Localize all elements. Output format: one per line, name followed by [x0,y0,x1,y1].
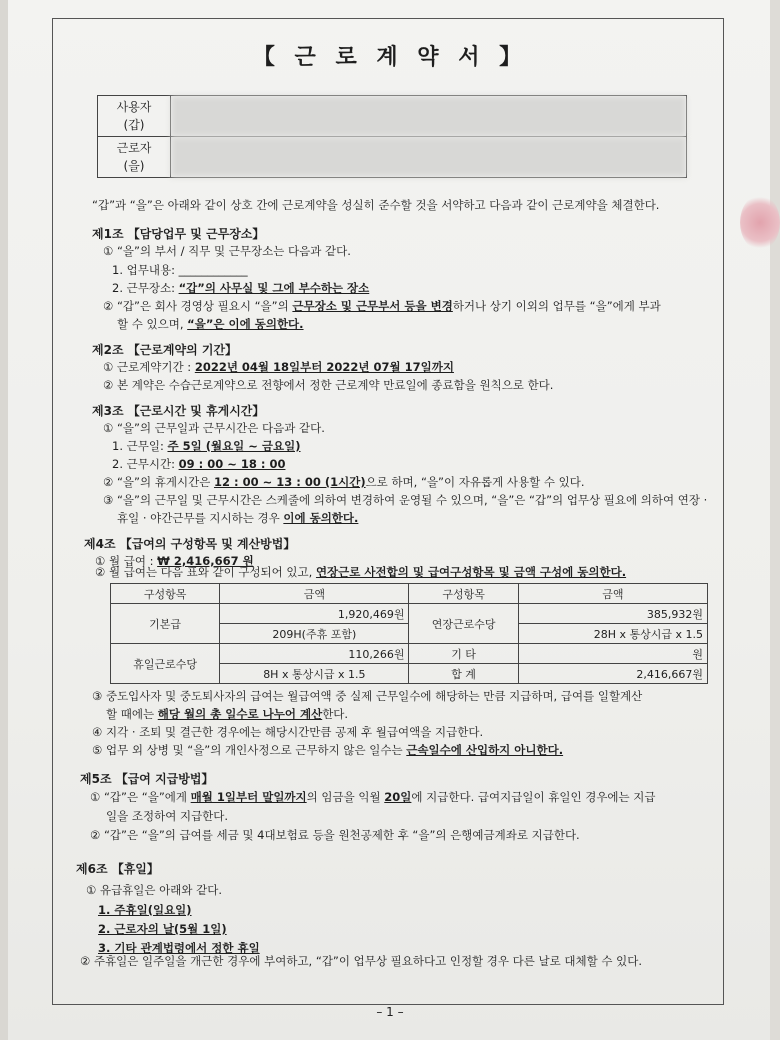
article-6-line-1: ① 유급휴일은 아래와 같다. [86,883,223,897]
work-hours: 09 : 00 ~ 18 : 00 [178,457,286,471]
article-4-line-4c: 한다. [322,707,349,721]
article-3-line-5: ③ “을”의 근무일 및 근무시간은 스케줄에 의하여 변경하여 운영될 수 있으며, “을”은 “갑”의 업무상 필요에 의하여 연장 · [103,493,708,507]
employee-label [98,137,171,178]
article-3-heading: 제3조 【근로시간 및 휴게시간】 [92,404,265,418]
employer-label-text: 사용자 (갑) [116,100,152,132]
overtime-pay-label: 연장근로수당 [409,604,518,644]
holiday-1: 1. 주휴일(일요일) [98,903,192,917]
document-title: 【 근 로 계 약 서 】 [252,45,528,70]
article-3-line-3a: 2. 근무시간: [112,457,179,471]
article-5-line-2: 일을 조정하여 지급한다. [106,809,229,823]
article-5-line-1c: 의 임금을 익월 [306,790,385,804]
article-2-heading: 제2조 【근로계약의 기간】 [92,343,238,357]
article-4-line-1a: ① 월 급여 : [95,554,158,568]
article-6-heading: 제6조 【휴일】 [76,862,159,876]
overtime-pay-amount: 385,932원 [518,604,707,624]
holiday-pay-amount: 110,266원 [220,644,409,664]
daily-calc-clause: 해당 월의 총 일수로 나누어 계산 [157,707,323,721]
article-3-line-4c: 으로 하며, “을”이 자유롭게 사용할 수 있다. [365,475,585,489]
article-4-line-4 [106,706,348,722]
overtime-pay-note: 28H x 통상시급 x 1.5 [518,624,707,644]
overtime-consent: 이에 동의한다. [283,511,359,525]
article-3-line-2 [112,438,301,454]
article-1-line-1: ① “을”의 부서 / 직무 및 근무장소는 다음과 같다. [103,244,351,258]
employee-label-text: 근로자 (을) [116,141,152,173]
holiday-3: 3. 기타 관계법령에서 정한 휴일 [98,941,260,955]
article-5-line-1 [90,789,656,805]
intro-text: “갑”과 “을”은 아래와 같이 상호 간에 근로계약을 성실히 준수할 것을 서약하고 다음과 같이 근로계약을 체결한다. [92,198,660,212]
article-4-line-5: ④ 지각 · 조퇴 및 결근한 경우에는 해당시간만큼 공제 후 월급여액을 지급한다. [92,725,484,739]
pay-header-item-1: 구성항목 [111,584,220,604]
article-5-line-1a: ① “갑”은 “을”에게 [90,790,191,804]
article-6-line-5: ② 주휴일은 일주일을 개근한 경우에 부여하고, “갑”이 업무상 필요하다고 인정할 경우 다른 날로 대체할 수 있다. [80,954,643,968]
article-3-line-6a: 휴일 · 야간근무를 지시하는 경우 [117,511,284,525]
holiday-pay-label: 휴일근로수당 [111,644,220,684]
pay-header-amount-1: 금액 [220,584,409,604]
work-days: 주 5일 (월요일 ~ 금요일) [167,439,301,453]
consent-clause: “을”은 이에 동의한다. [187,317,304,331]
article-3-line-4 [103,474,584,490]
article-4-line-3: ③ 중도입사자 및 중도퇴사자의 급여는 월급여액 중 실제 근무일수에 해당하는 만큼 지급하며, 급여를 일할계산 [92,689,643,703]
pay-consent: 연장근로 사전합의 및 급여구성항목 및 금액 구성에 동의한다. [315,565,627,579]
article-3-line-1: ① “을”의 근무일과 근무시간은 다음과 같다. [103,421,325,435]
article-1-line-4c: 하거나 상기 이외의 업무를 “을”에게 부과 [452,299,661,313]
article-1-line-3 [112,280,369,296]
monthly-salary: ₩ 2,416,667 원 [157,554,254,568]
pay-header-amount-2: 금액 [518,584,707,604]
article-1-line-5 [117,316,304,332]
base-pay-note: 209H(주휴 포함) [220,624,409,644]
total-amount: 2,416,667원 [518,664,707,684]
base-pay-label: 기본급 [111,604,220,644]
other-pay-amount: 원 [518,644,707,664]
pay-table [110,583,708,684]
article-1-line-4 [103,298,661,314]
article-3-line-6 [117,510,358,526]
tenure-clause: 근속일수에 산입하지 아니한다. [406,743,564,757]
article-5-line-1e: 에 지급한다. 급여지급일이 휴일인 경우에는 지급 [411,790,656,804]
article-5-heading: 제5조 【급여 지급방법】 [80,772,214,786]
break-time: 12 : 00 ~ 13 : 00 (1시간) [213,475,366,489]
article-5-line-3: ② “갑”은 “을”의 급여를 세금 및 4대보험료 등을 원천공제한 후 “을”의 은행예금계좌로 지급한다. [90,828,580,842]
red-seal-stamp [740,195,780,250]
work-place: “갑”의 사무실 및 그에 부수하는 장소 [178,281,370,295]
article-4-line-4a: 할 때에는 [106,707,158,721]
article-1-line-2: 1. 업무내용: ____________ [112,263,248,277]
other-pay-label: 기 타 [409,644,518,664]
article-4-heading: 제4조 【급여의 구성항목 및 계산방법】 [84,537,296,551]
article-1-line-3a: 2. 근무장소: [112,281,179,295]
article-3-line-4a: ② “을”의 휴게시간은 [103,475,214,489]
pay-day: 20일 [384,790,412,804]
article-3-line-2a: 1. 근무일: [112,439,168,453]
change-clause: 근무장소 및 근무부서 등을 변경 [292,299,453,313]
article-1-line-5a: 할 수 있으며, [117,317,188,331]
pay-period: 매월 1일부터 말일까지 [190,790,307,804]
employer-label [98,96,171,137]
article-2-line-2: ② 본 계약은 수습근로계약으로 전향에서 정한 근로계약 만료일에 종료함을 원칙으로 한다. [103,378,554,392]
page-number: – 1 – [376,1005,404,1019]
article-1-line-4a: ② “갑”은 회사 경영상 필요시 “을”의 [103,299,293,313]
holiday-pay-note: 8H x 통상시급 x 1.5 [220,664,409,684]
parties-table [97,95,687,178]
article-2-line-1 [103,359,454,375]
article-3-line-3 [112,456,285,472]
article-4-line-6a: ⑤ 업무 외 상병 및 “을”의 개인사정으로 근무하지 않은 일수는 [92,743,407,757]
holiday-2: 2. 근로자의 날(5월 1일) [98,922,227,936]
article-4-line-2a: ② 월 급여는 다음 표와 같이 구성되어 있고, [95,565,316,579]
article-1-heading: 제1조 【담당업무 및 근무장소】 [92,227,265,241]
article-4-line-6 [92,742,563,758]
pay-header-item-2: 구성항목 [409,584,518,604]
article-4-line-2 [95,564,626,580]
employer-info-redacted [171,96,687,137]
total-label: 합 계 [409,664,518,684]
base-pay-amount: 1,920,469원 [220,604,409,624]
contract-period: 2022년 04월 18일부터 2022년 07월 17일까지 [194,360,454,374]
employee-info-redacted [171,137,687,178]
article-2-line-1a: ① 근로계약기간 : [103,360,195,374]
